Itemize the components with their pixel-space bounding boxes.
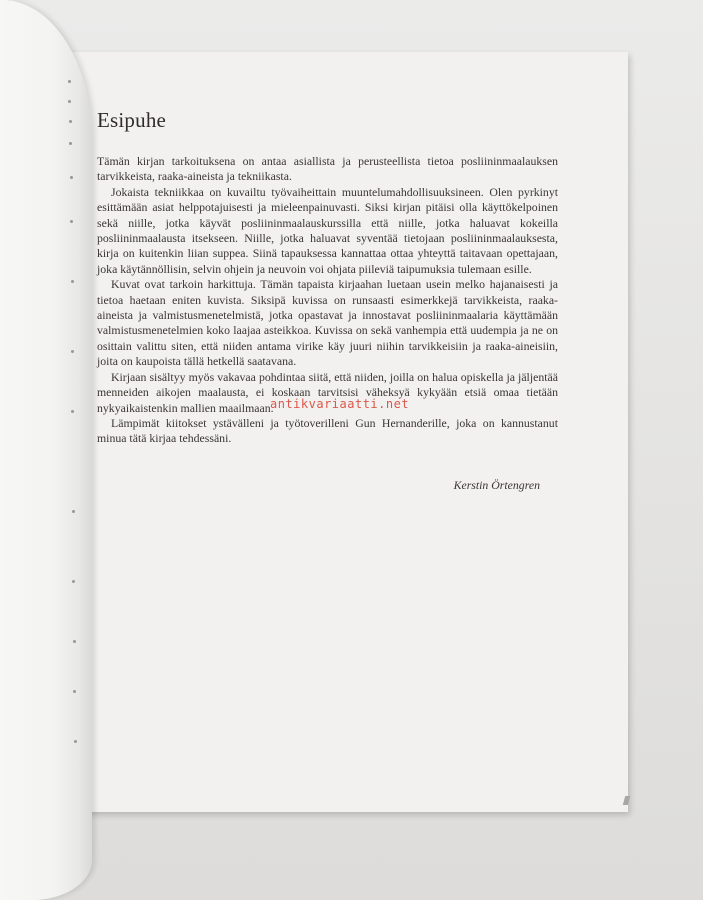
binding-hole [71,410,74,413]
page-heading: Esipuhe [97,108,167,132]
binding-hole [69,142,72,145]
paragraph: Kirjaan sisältyy myös vakavaa pohdintaa siitä, että niiden, joilla on halua opiskella ja jäljentää menneiden aikojen maalausta, ei koskaan tarvitsisi väheksyä kykyään etsiä omaa tietään nykyaikaistenkin mallien maailmaan. [97,369,558,415]
watermark: antikvariaatti.net [270,397,410,411]
binding-hole [73,640,76,643]
paragraph: Lämpimät kiitokset ystävälleni ja työtoverilleni Gun Hernanderille, joka on kannustanut minua tätä kirjaa tehdessäni. [97,415,558,446]
binding-hole [71,280,74,283]
binding-hole [71,350,74,353]
binding-hole [72,580,75,583]
binding-hole [70,220,73,223]
binding-hole [70,176,73,179]
left-page-curl [0,0,92,900]
binding-hole [69,120,72,123]
binding-hole [73,690,76,693]
binding-hole [68,100,71,103]
paragraph: Tämän kirjan tarkoituksena on antaa asiallista ja perusteellista tietoa posliininmaalauksen tarvikkeista, raaka-aineista ja tekniikasta. [97,154,558,184]
binding-hole [72,510,75,513]
binding-hole [74,740,77,743]
author-signature: Kerstin Örtengren [453,478,540,492]
paragraph: Kuvat ovat tarkoin harkittuja. Tämän tapaista kirjaahan luetaan usein melko hajanaisesti ja tietoa haetaan eniten kuvista. Siksipä kuvissa on runsaasti esimerkkejä tarvikkeista, raaka-aineista ja valmistusmenetelmistä, jotka opastavat ja innostavat posliininmaalaria käyttämään valmistusmenetelmien koko laajaa asteikkoa. Kuvissa on sekä vanhempia että uudempia ja ne on osittain valittu siten, että niiden antama virike käy juuri niihin tarvikkeisiin ja raaka-aineisiin, joita on kaupoista tällä hetkellä saatavana. [97,277,558,369]
paragraph: Jokaista tekniikkaa on kuvailtu työvaiheittain muuntelumahdollisuuksineen. Olen pyrkinyt esittämään asiat helppotajuisesti ja mieleenpainuvasti. Siksi kirjan pitäisi olla käyttökelpoinen sekä niille, jotka käyvät posliininmaalauskurssilla että niille, jotka haluavat kokeilla posliininmaalausta itsekseen. Niille, jotka haluavat syventää tietojaan posliininmaalauksesta, kirja on kuitenkin liian suppea. Siinä tapauksessa kannattaa ottaa yhteyttä taitavaan opettajaan, joka käytännöllisin, selvin ohjein ja neuvoin voi ohjata piileviä taipumuksia tulemaan esille. [97,184,558,276]
binding-hole [68,80,71,83]
